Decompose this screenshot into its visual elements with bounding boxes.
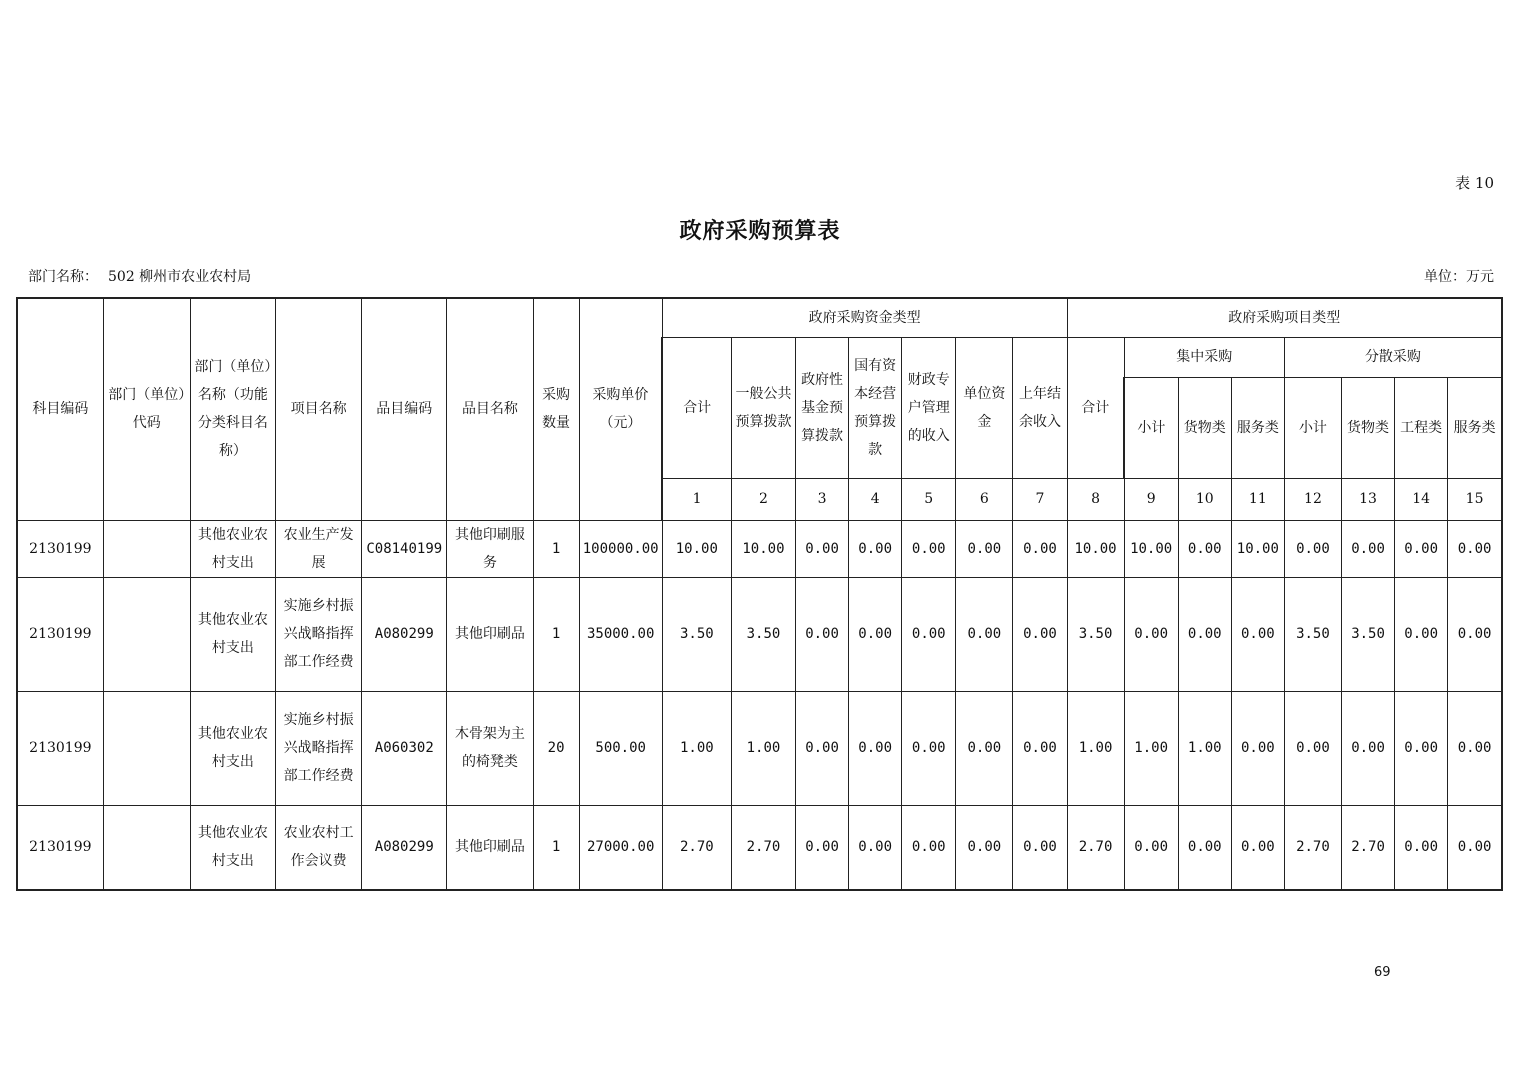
value-cell: 0.00 xyxy=(956,805,1013,890)
value-cell: 0.00 xyxy=(956,577,1013,691)
value-cell: 0.00 xyxy=(1284,520,1341,577)
col-number: 1 xyxy=(662,478,731,520)
value-cell: 0.00 xyxy=(796,520,849,577)
col-number: 4 xyxy=(849,478,902,520)
header-fund-unit: 单位资金 xyxy=(956,337,1013,478)
col-number: 12 xyxy=(1284,478,1341,520)
value-cell: 3.50 xyxy=(662,577,731,691)
subject-code-cell: 2130199 xyxy=(17,805,103,890)
value-cell: 0.00 xyxy=(1124,805,1178,890)
header-central-services: 服务类 xyxy=(1231,377,1284,478)
value-cell: 0.00 xyxy=(1448,691,1502,805)
value-cell: 10.00 xyxy=(731,520,795,577)
subject-code-cell: 2130199 xyxy=(17,577,103,691)
value-cell: 0.00 xyxy=(1231,805,1284,890)
value-cell: 3.50 xyxy=(1067,577,1124,691)
value-cell: 0.00 xyxy=(1178,520,1231,577)
item-code-cell: C08140199 xyxy=(362,520,447,577)
header-project-name: 项目名称 xyxy=(276,298,362,520)
page-number: 69 xyxy=(1374,965,1391,980)
dept-code-cell xyxy=(103,691,190,805)
header-project-total: 合计 xyxy=(1067,337,1124,478)
header-fund-prior-year: 上年结余收入 xyxy=(1013,337,1067,478)
value-cell: 1.00 xyxy=(662,691,731,805)
value-cell: 1.00 xyxy=(1124,691,1178,805)
value-cell: 0.00 xyxy=(956,691,1013,805)
unit-price-cell: 27000.00 xyxy=(579,805,662,890)
value-cell: 3.50 xyxy=(1342,577,1395,691)
dept-code-cell xyxy=(103,577,190,691)
value-cell: 0.00 xyxy=(1395,805,1448,890)
value-cell: 0.00 xyxy=(902,691,956,805)
value-cell: 1.00 xyxy=(1067,691,1124,805)
item-code-cell: A080299 xyxy=(362,577,447,691)
col-number: 9 xyxy=(1124,478,1178,520)
dept-name-cell: 其他农业农村支出 xyxy=(190,691,275,805)
department-value: 502 柳州市农业农村局 xyxy=(108,269,252,285)
value-cell: 2.70 xyxy=(1342,805,1395,890)
project-name-cell: 农业生产发展 xyxy=(276,520,362,577)
col-number: 15 xyxy=(1448,478,1502,520)
value-cell: 2.70 xyxy=(1284,805,1341,890)
project-name-cell: 实施乡村振兴战略指挥部工作经费 xyxy=(276,691,362,805)
value-cell: 10.00 xyxy=(662,520,731,577)
value-cell: 0.00 xyxy=(849,520,902,577)
value-cell: 0.00 xyxy=(1013,805,1067,890)
value-cell: 0.00 xyxy=(849,577,902,691)
value-cell: 0.00 xyxy=(1013,520,1067,577)
header-item-name: 品目名称 xyxy=(447,298,533,520)
value-cell: 0.00 xyxy=(1178,577,1231,691)
col-number: 13 xyxy=(1342,478,1395,520)
header-project-type-group: 政府采购项目类型 xyxy=(1067,298,1502,337)
header-decentral-services: 服务类 xyxy=(1448,377,1502,478)
value-cell: 0.00 xyxy=(796,805,849,890)
table-row xyxy=(17,805,1502,890)
value-cell: 0.00 xyxy=(1395,520,1448,577)
header-unit-price: 采购单价（元） xyxy=(579,298,662,520)
item-code-cell: A080299 xyxy=(362,805,447,890)
header-fund-general: 一般公共预算拨款 xyxy=(731,337,795,478)
value-cell: 10.00 xyxy=(1067,520,1124,577)
table-row xyxy=(17,691,1502,805)
value-cell: 3.50 xyxy=(731,577,795,691)
value-cell: 0.00 xyxy=(1013,691,1067,805)
procurement-budget-table xyxy=(16,297,1503,891)
col-number: 11 xyxy=(1231,478,1284,520)
header-central-goods: 货物类 xyxy=(1178,377,1231,478)
value-cell: 0.00 xyxy=(902,520,956,577)
value-cell: 0.00 xyxy=(1284,691,1341,805)
col-number: 8 xyxy=(1067,478,1124,520)
value-cell: 10.00 xyxy=(1231,520,1284,577)
col-number: 7 xyxy=(1013,478,1067,520)
value-cell: 2.70 xyxy=(662,805,731,890)
department-label: 部门名称： xyxy=(28,269,98,285)
value-cell: 0.00 xyxy=(1231,691,1284,805)
value-cell: 0.00 xyxy=(902,805,956,890)
header-quantity: 采购数量 xyxy=(533,298,579,520)
value-cell: 0.00 xyxy=(849,691,902,805)
table-label: 表 10 xyxy=(1455,174,1494,192)
quantity-cell: 20 xyxy=(533,691,579,805)
value-cell: 1.00 xyxy=(731,691,795,805)
table-row xyxy=(17,577,1502,691)
header-centralized: 集中采购 xyxy=(1124,337,1284,377)
header-fund-state-capital: 国有资本经营预算拨款 xyxy=(849,337,902,478)
page-title: 政府采购预算表 xyxy=(679,218,841,244)
value-cell: 0.00 xyxy=(902,577,956,691)
header-fund-type-group: 政府采购资金类型 xyxy=(662,298,1067,337)
col-number: 3 xyxy=(796,478,849,520)
header-decentralized: 分散采购 xyxy=(1284,337,1502,377)
unit-price-cell: 500.00 xyxy=(579,691,662,805)
header-decentral-subtotal: 小计 xyxy=(1284,377,1341,478)
value-cell: 2.70 xyxy=(731,805,795,890)
value-cell: 0.00 xyxy=(1395,577,1448,691)
value-cell: 0.00 xyxy=(1178,805,1231,890)
value-cell: 0.00 xyxy=(1448,577,1502,691)
value-cell: 0.00 xyxy=(1448,805,1502,890)
item-name-cell: 其他印刷服务 xyxy=(447,520,533,577)
header-central-subtotal: 小计 xyxy=(1124,377,1178,478)
quantity-cell: 1 xyxy=(533,577,579,691)
project-name-cell: 农业农村工作会议费 xyxy=(276,805,362,890)
col-number: 6 xyxy=(956,478,1013,520)
header-fund-special-account: 财政专户管理的收入 xyxy=(902,337,956,478)
project-name-cell: 实施乡村振兴战略指挥部工作经费 xyxy=(276,577,362,691)
dept-name-cell: 其他农业农村支出 xyxy=(190,520,275,577)
unit-price-cell: 35000.00 xyxy=(579,577,662,691)
header-subject-code: 科目编码 xyxy=(17,298,103,520)
value-cell: 0.00 xyxy=(1342,691,1395,805)
dept-name-cell: 其他农业农村支出 xyxy=(190,577,275,691)
unit-price-cell: 100000.00 xyxy=(579,520,662,577)
col-number: 14 xyxy=(1395,478,1448,520)
item-name-cell: 木骨架为主的椅凳类 xyxy=(447,691,533,805)
value-cell: 0.00 xyxy=(1231,577,1284,691)
value-cell: 0.00 xyxy=(796,691,849,805)
subject-code-cell: 2130199 xyxy=(17,520,103,577)
value-cell: 0.00 xyxy=(1342,520,1395,577)
dept-code-cell xyxy=(103,520,190,577)
item-code-cell: A060302 xyxy=(362,691,447,805)
item-name-cell: 其他印刷品 xyxy=(447,577,533,691)
header-item-code: 品目编码 xyxy=(362,298,447,520)
header-decentral-goods: 货物类 xyxy=(1342,377,1395,478)
value-cell: 0.00 xyxy=(1124,577,1178,691)
department-line xyxy=(28,266,251,286)
value-cell: 0.00 xyxy=(1395,691,1448,805)
quantity-cell: 1 xyxy=(533,805,579,890)
subject-code-cell: 2130199 xyxy=(17,691,103,805)
value-cell: 0.00 xyxy=(956,520,1013,577)
value-cell: 3.50 xyxy=(1284,577,1341,691)
item-name-cell: 其他印刷品 xyxy=(447,805,533,890)
col-number: 10 xyxy=(1178,478,1231,520)
header-fund-gov-fund: 政府性基金预算拨款 xyxy=(796,337,849,478)
header-decentral-works: 工程类 xyxy=(1395,377,1448,478)
dept-name-cell: 其他农业农村支出 xyxy=(190,805,275,890)
value-cell: 0.00 xyxy=(1448,520,1502,577)
value-cell: 0.00 xyxy=(1013,577,1067,691)
header-dept-code: 部门（单位）代码 xyxy=(103,298,190,520)
table-row xyxy=(17,520,1502,577)
col-number: 2 xyxy=(731,478,795,520)
header-fund-total: 合计 xyxy=(662,337,731,478)
col-number: 5 xyxy=(902,478,956,520)
unit-label: 单位：万元 xyxy=(1424,269,1494,285)
value-cell: 2.70 xyxy=(1067,805,1124,890)
dept-code-cell xyxy=(103,805,190,890)
value-cell: 10.00 xyxy=(1124,520,1178,577)
header-dept-name: 部门（单位）名称（功能分类科目名称） xyxy=(190,298,275,520)
quantity-cell: 1 xyxy=(533,520,579,577)
value-cell: 0.00 xyxy=(849,805,902,890)
value-cell: 1.00 xyxy=(1178,691,1231,805)
value-cell: 0.00 xyxy=(796,577,849,691)
